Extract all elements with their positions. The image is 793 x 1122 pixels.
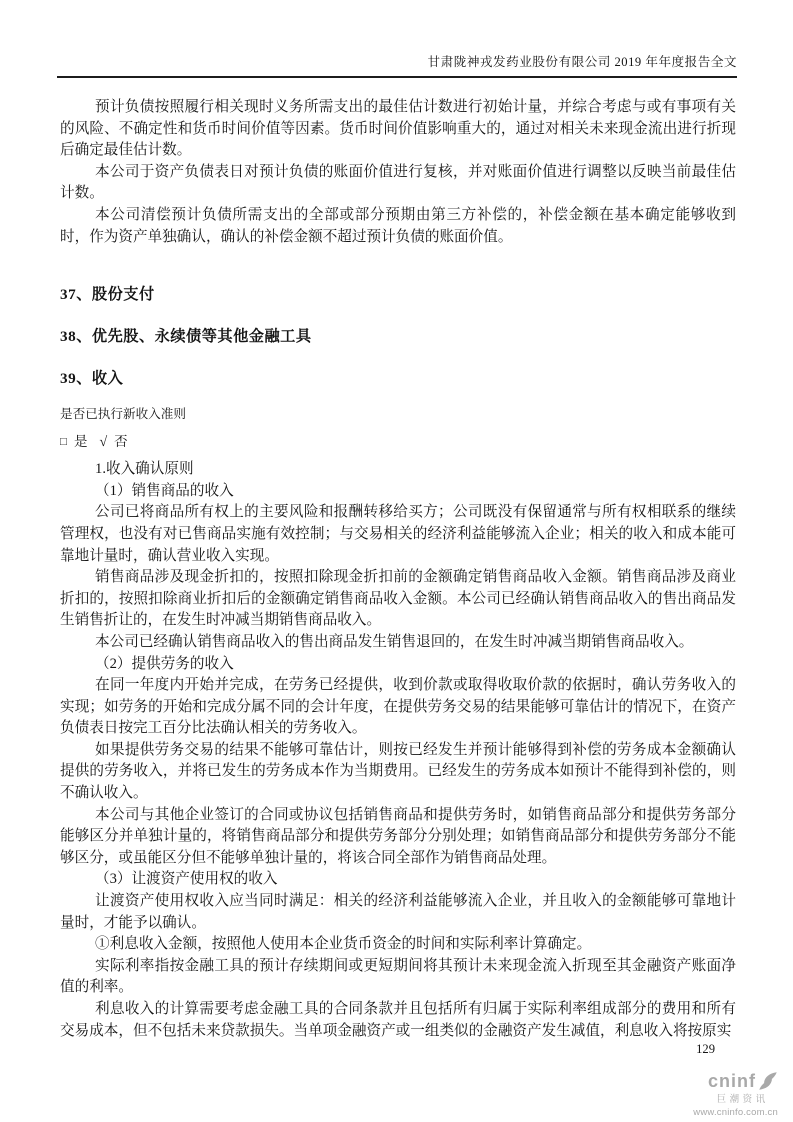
paragraph: 本公司于资产负债表日对预计负债的账面价值进行复核，并对账面价值进行调整以反映当前最佳估计数。 — [60, 163, 736, 202]
document-body — [60, 97, 736, 1042]
cninfo-logo — [693, 1071, 778, 1118]
paragraph: 1.收入确认原则 — [95, 461, 194, 478]
paragraph: （1）销售商品的收入 — [95, 482, 234, 499]
header-title: 甘肃陇神戎发药业股份有限公司 2019 年年度报告全文 — [57, 51, 737, 78]
paragraph: 本公司清偿预计负债所需支出的全部或部分预期由第三方补偿的，补偿金额在基本确定能够收到时，作为资产单独确认，确认的补偿金额不超过预计负债的账面价值。 — [60, 206, 736, 245]
checkmark-icon: √ — [99, 435, 108, 451]
paragraph: 让渡资产使用权收入应当同时满足：相关的经济利益能够流入企业，并且收入的金额能够可靠地计量时，才能予以确认。 — [60, 893, 736, 931]
paragraph: 预计负债按照履行相关现时义务所需支出的最佳估计数进行初始计量，并综合考虑与或有事项有关的风险、不确定性和货币时间价值等因素。货币时间价值影响重大的，通过对相关未来现金流出进行折现后确定最佳估计数。 — [60, 99, 736, 159]
paragraph: 在同一年度内开始并完成，在劳务已经提供，收到价款或取得收取价款的依据时，确认劳务收入的实现；如劳务的开始和完成分属不同的会计年度，在提供劳务交易的结果能够可靠估计的情况下，在资产负债表日按完工百分比法确认相关的劳务收入。 — [60, 677, 736, 737]
new-revenue-standard-question: 是否已执行新收入准则 — [60, 407, 186, 422]
cninfo-brand-text: cninf — [708, 1071, 756, 1091]
yes-no-selection-row — [60, 433, 736, 452]
paragraph: 销售商品涉及现金折扣的，按照扣除现金折扣前的金额确定销售商品收入金额。销售商品涉及商业折扣的，按照扣除商业折扣后的金额确定销售商品收入金额。本公司已经确认销售商品收入的售出商品发生销售折让的，在发生时冲减当期销售商品收入。 — [60, 569, 736, 629]
paragraph: 本公司已经确认销售商品收入的售出商品发生销售退回的，在发生时冲减当期销售商品收入。 — [95, 633, 694, 650]
revenue-section-text — [60, 459, 736, 1042]
cninfo-swirl-icon — [758, 1071, 778, 1091]
page-header — [57, 0, 737, 78]
cninfo-logo-row — [693, 1071, 778, 1091]
cninfo-url: www.cninfo.com.cn — [693, 1107, 778, 1118]
paragraph: 本公司与其他企业签订的合同或协议包括销售商品和提供劳务时，如销售商品部分和提供劳务部分能够区分并单独计量的，将销售商品部分和提供劳务部分分别处理；如销售商品部分和提供劳务部分不能够区分，或虽能区分但不能够单独计量的，将该合同全部作为销售商品处理。 — [60, 806, 736, 866]
section-heading-37-share-payment: 37、股份支付 — [60, 286, 155, 304]
cninfo-caption: 巨潮资讯 — [716, 1094, 769, 1105]
paragraph: （3）让渡资产使用权的收入 — [95, 871, 278, 888]
paragraph: ①利息收入金额，按照他人使用本企业货币资金的时间和实际利率计算确定。 — [95, 936, 592, 953]
paragraph: （2）提供劳务的收入 — [95, 655, 234, 672]
checkbox-unchecked-icon: □ — [60, 436, 67, 449]
section-heading-38-preferred-shares: 38、优先股、永续债等其他金融工具 — [60, 328, 312, 346]
paragraph: 利息收入的计算需要考虑金融工具的合同条款并且包括所有归属于实际利率组成部分的费用和所有交易成本，但不包括未来贷款损失。当单项金融资产或一组类似的金融资产发生减值，利息收入将按原实 — [60, 1001, 736, 1039]
no-label: 否 — [114, 434, 128, 450]
section-heading-39-revenue: 39、收入 — [60, 370, 124, 388]
paragraph: 如果提供劳务交易的结果不能够可靠估计，则按已经发生并预计能够得到补偿的劳务成本金额确认提供的劳务收入，并将已发生的劳务成本作为当期费用。已经发生的劳务成本如预计不能得到补偿的，则不确认收入。 — [60, 741, 736, 802]
yes-label: 是 — [73, 434, 88, 450]
paragraph: 公司已将商品所有权上的主要风险和报酬转移给买方；公司既没有保留通常与所有权相联系的继续管理权，也没有对已售商品实施有效控制；与交易相关的经济利益能够流入企业；相关的收入和成本能可靠地计量时，确认营业收入实现。 — [60, 504, 736, 564]
paragraph: 实际利率指按金融工具的预计存续期间或更短期间将其预计未来现金流入折现至其金融资产账面净值的利率。 — [60, 957, 736, 996]
page-number: 129 — [696, 1042, 715, 1056]
